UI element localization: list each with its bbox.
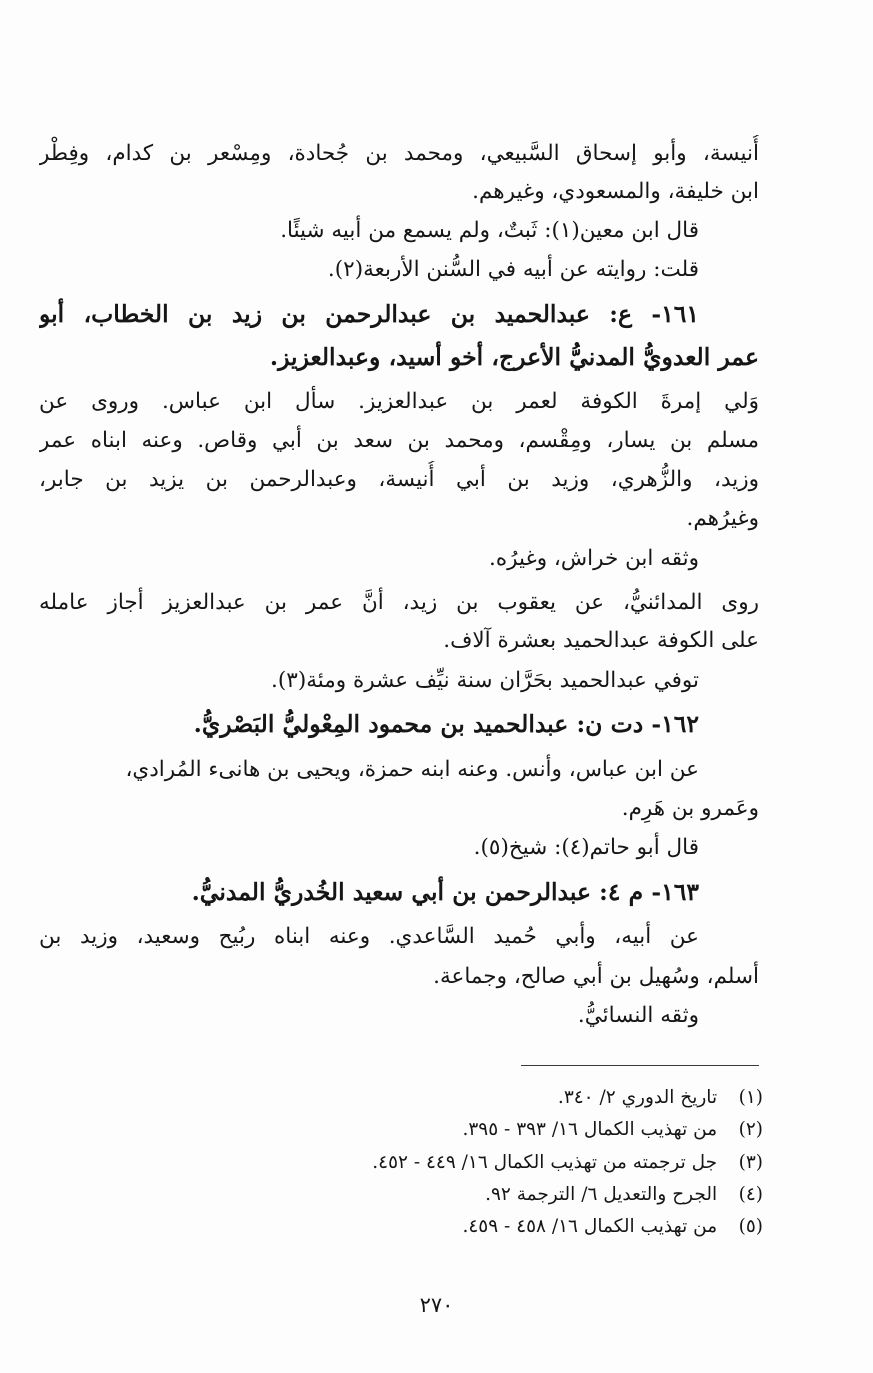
footnote-text: من تهذيب الكمال ١٦/ ٤٥٨ - ٤٥٩. <box>462 1216 718 1237</box>
footnote <box>163 1083 763 1113</box>
text-line: عن ابن عباس، وأنس. وعنه ابنه حمزة، ويحيى بن هانىء المُرادي، <box>125 757 699 782</box>
footnote-number: (٥) <box>738 1216 763 1237</box>
footnote-separator <box>521 1065 759 1066</box>
footnote <box>163 1212 763 1242</box>
text-line: ابن خليفة، والمسعودي، وغيرهم. <box>472 179 759 204</box>
text-line: أسلم، وسُهيل بن أبي صالح، وجماعة. <box>433 964 759 989</box>
text-line: وغيرُهم. <box>686 506 759 531</box>
text-line: وثقه ابن خراش، وغيرُه. <box>489 546 699 571</box>
footnote-number: (٣) <box>738 1152 763 1173</box>
footnote-text: الجرح والتعديل ٦/ الترجمة ٩٢. <box>485 1184 718 1205</box>
text-line: وَلي إمرةَ الكوفة لعمر بن عبدالعزيز. سأل ابن عباس. وروى عن <box>39 389 759 414</box>
text-line: قال أبو حاتم(٤): شيخ(٥). <box>473 835 699 860</box>
footnote-number: (٢) <box>738 1119 763 1140</box>
footnote <box>163 1115 763 1145</box>
footnote <box>163 1148 763 1178</box>
footnote-number: (٤) <box>738 1184 763 1205</box>
entry-heading-162: ١٦٢- دت ن: عبدالحميد بن محمود المِعْوليُّ البَصْريُّ. <box>193 710 699 738</box>
footnote-text: من تهذيب الكمال ١٦/ ٣٩٣ - ٣٩٥. <box>462 1119 718 1140</box>
text-line: وثقه النسائيُّ. <box>577 1003 699 1028</box>
text-line: وعَمرو بن هَرِم. <box>621 796 759 821</box>
text-line: توفي عبدالحميد بحَرَّان سنة نيِّف عشرة ومئة(٣). <box>271 668 699 693</box>
footnote <box>163 1180 763 1210</box>
text-line: مسلم بن يسار، ومِقْسم، ومحمد بن سعد بن أبي وقاص. وعنه ابناه عمر <box>39 428 759 453</box>
entry-heading-161-continued: عمر العدويُّ المدنيُّ الأعرج، أخو أسيد، وعبدالعزيز. <box>269 343 759 371</box>
footnote-text: جل ترجمته من تهذيب الكمال ١٦/ ٤٤٩ - ٤٥٢. <box>372 1152 718 1173</box>
text-line: روى المدائنيُّ، عن يعقوب بن زيد، أنَّ عمر بن عبدالعزيز أجاز عامله <box>39 590 759 615</box>
entry-heading-163: ١٦٣- م ٤: عبدالرحمن بن أبي سعيد الخُدريُّ المدنيُّ. <box>191 878 699 906</box>
text-line: قال ابن معين(١): ثَبتٌ، ولم يسمع من أبيه شيئًا. <box>280 218 699 243</box>
footnote-text: تاريخ الدوري ٢/ ٣٤٠. <box>557 1087 718 1108</box>
footnote-number: (١) <box>738 1087 763 1108</box>
text-line: وزيد، والزُّهري، وزيد بن أبي أُنيسة، وعبدالرحمن بن يزيد بن جابر، <box>39 467 759 492</box>
page-number: ٢٧٠ <box>419 1293 454 1317</box>
text-line: عن أبيه، وأبي حُميد السَّاعدي. وعنه ابناه ربُيح وسعيد، وزيد بن <box>39 924 699 949</box>
text-line: على الكوفة عبدالحميد بعشرة آلاف. <box>443 628 759 653</box>
text-line: قلت: روايته عن أبيه في السُّنن الأربعة(٢). <box>327 257 699 282</box>
entry-heading-161: ١٦١- ع: عبدالحميد بن عبدالرحمن بن زيد بن الخطاب، أبو <box>39 300 699 328</box>
text-line: أُنيسة، وأبو إسحاق السَّبيعي، ومحمد بن جُحادة، ومِسْعر بن كدام، وفِطْر <box>39 141 759 166</box>
